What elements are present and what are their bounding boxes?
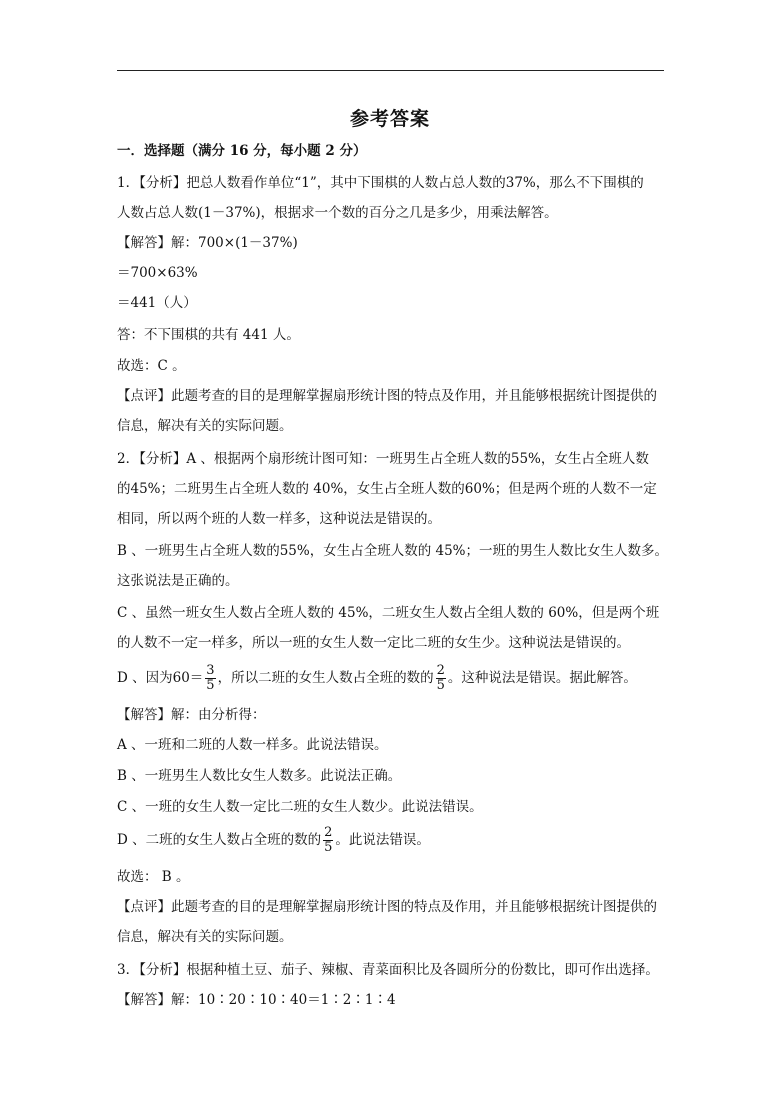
q2-analysis-line-6: C 、虽然一班女生人数占全班人数的 45%，二班女生人数占全组人数的 60%，但是两个班	[117, 605, 660, 621]
fraction-numerator: 2	[436, 663, 445, 678]
q2-analysis-line-4: B 、一班男生占全班人数的55%，女生占全班人数的 45%；一班的男生人数比女生人数多。	[117, 543, 669, 559]
fraction-denominator: 5	[206, 678, 215, 693]
q1-answer: 答：不下围棋的共有 441 人。	[117, 327, 300, 343]
q2-line-8-part-b: ，所以二班的女生人数占全班的数的	[217, 670, 434, 686]
fraction-denominator: 5	[436, 678, 445, 693]
fraction-two-fifths	[323, 826, 333, 855]
fraction-numerator: 3	[206, 663, 215, 678]
q2-analysis-line-5: 这张说法是正确的。	[117, 573, 239, 589]
fraction-numerator: 2	[324, 825, 333, 840]
page-title: 参考答案	[349, 108, 430, 130]
q1-solution-line-3: ＝441（人）	[117, 295, 197, 311]
q2-analysis-line-3: 相同，所以两个班的人数一样多，这种说法是错误的。	[117, 511, 441, 527]
q2-solution-heading: 【解答】解：由分析得：	[117, 707, 266, 723]
q2-comment-line-1: 【点评】此题考查的目的是理解掌握扇形统计图的特点及作用，并且能够根据统计图提供的	[117, 899, 657, 915]
q1-analysis-line-1: 1．【分析】把总人数看作单位“1”，其中下围棋的人数占总人数的37%，那么不下围棋的	[117, 175, 644, 191]
fraction-denominator: 5	[324, 840, 333, 855]
q2-solution-d-part-a: D 、二班的女生人数占全班的数的	[117, 832, 322, 848]
q1-comment-line-2: 信息，解决有关的实际问题。	[117, 418, 293, 434]
section-heading: 一．选择题（满分 16 分，每小题 2 分）	[117, 143, 367, 159]
q2-solution-b: B 、一班男生人数比女生人数多。此说法正确。	[117, 768, 402, 784]
q1-comment-line-1: 【点评】此题考查的目的是理解掌握扇形统计图的特点及作用，并且能够根据统计图提供的	[117, 388, 657, 404]
header-rule	[117, 70, 664, 71]
fraction-two-fifths	[436, 664, 446, 693]
q1-choice: 故选：C 。	[117, 358, 186, 374]
fraction-three-fifths	[205, 664, 215, 693]
q2-solution-d-part-b: 。此说法错误。	[335, 832, 430, 848]
q2-solution-a: A 、一班和二班的人数一样多。此说法错误。	[117, 737, 388, 753]
q1-analysis-line-2: 人数占总人数(1－37%)，根据求一个数的百分之几是多少，用乘法解答。	[117, 205, 558, 221]
q2-solution-c: C 、一班的女生人数一定比二班的女生人数少。此说法错误。	[117, 799, 483, 815]
q2-line-8-part-a: D 、因为60＝	[117, 670, 204, 686]
q2-analysis-line-2: 的45%；二班男生占全班人数的 40%，女生占全班人数的60%；但是两个班的人数不一定	[117, 481, 657, 497]
q2-solution-d	[117, 825, 430, 855]
q2-analysis-line-7: 的人数不一定一样多，所以一班的女生人数一定比二班的女生少。这种说法是错误的。	[117, 635, 630, 651]
q1-solution-line-2: ＝700×63%	[117, 265, 198, 281]
q3-analysis: 3．【分析】根据种植土豆、茄子、辣椒、青菜面积比及各圆所分的份数比，即可作出选择。	[117, 962, 659, 978]
q2-analysis-line-8	[117, 663, 637, 693]
q2-line-8-part-c: 。这种说法是错误。据此解答。	[447, 670, 637, 686]
q3-solution: 【解答】解：10∶20∶10∶40＝1∶2∶1∶4	[117, 992, 396, 1008]
q2-comment-line-2: 信息，解决有关的实际问题。	[117, 929, 293, 945]
q2-choice: 故选： B 。	[117, 869, 190, 885]
q2-analysis-line-1: 2．【分析】A 、根据两个扇形统计图可知：一班男生占全班人数的55%，女生占全班人数	[117, 451, 649, 467]
q1-solution-line-1: 【解答】解：700×(1－37%)	[117, 235, 298, 251]
